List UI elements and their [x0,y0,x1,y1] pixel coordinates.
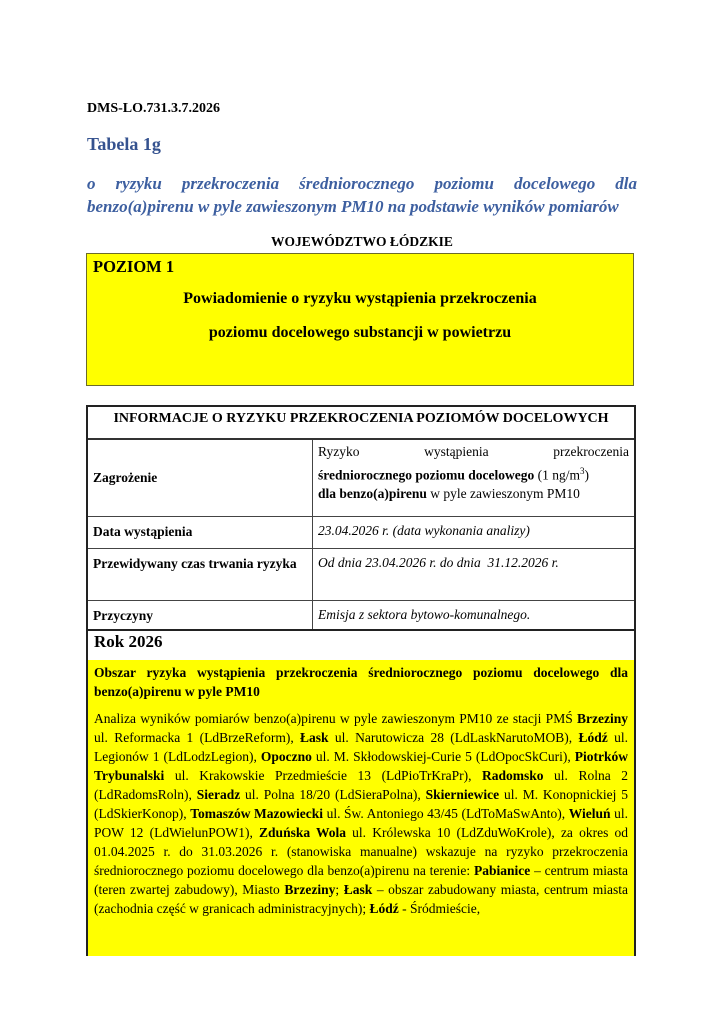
threat-text-bold-1: średniorocznego poziomu docelowego [318,467,535,482]
station-address: ul. Św. Antoniego 43/45 (LdToMaSwAnto), [323,806,569,821]
station-city: Łódź [578,730,608,745]
station-address: ul. M. Skłodowskiej-Curie 5 (LdOpocSkCuri), [311,749,575,764]
station-city: Radomsko [481,768,544,783]
threat-text-1: Ryzyko wystąpienia przekroczenia [318,444,629,459]
station-city: Brzeziny [577,711,628,726]
station-city: Tomaszów Mazowiecki [190,806,323,821]
subtitle-line-1: o ryzyku przekroczenia średniorocznego poziomu docelowego dla [87,174,637,193]
area-desc: - Śródmieście, [398,901,481,916]
year-section [86,629,636,1029]
threat-text-2: w pyle zawieszonym PM10 [426,485,580,501]
station-address: ul. M. Konopnickiej 5 (LdSkierKonop), [94,787,629,821]
analysis-period: za okres od 01.04.2025 r. do 31.03.2026 r. (stanowiska manualne) wskazuje na ryzyko przekroczenia średniorocznego poziomu docelowego dla benzo(a)pirenu na terenie: [94,825,628,878]
analysis-intro: Analiza wyników pomiarów benzo(a)pirenu w pyle zawieszonym PM10 ze stacji PMŚ [94,711,578,726]
table-subtitle [87,172,637,218]
station-address: ul. Rolna 2 (LdRadomsRoln), [94,768,628,802]
area-desc: ; [335,882,344,897]
table-title: Tabela 1g [87,134,161,154]
area-city: Pabianice [473,863,531,878]
station-city: Sieradz [196,787,241,802]
station-city: Wieluń [568,806,611,821]
row-label: Przyczyny [88,601,313,634]
station-city: Piotrków Trybunalski [94,749,628,783]
level-notice-box [86,253,634,386]
station-address: ul. Narutowicza 28 (LdLaskNarutoMOB), [328,730,579,745]
station-city: Skierniewice [425,787,500,802]
row-value [313,440,634,516]
risk-info-table [86,405,636,636]
notice-line-2: poziomu docelowego substancji w powietrzu [208,324,512,341]
area-desc: – centrum miasta (teren zwartej zabudowy), Miasto [94,863,628,897]
risk-area-title: Obszar ryzyka wystąpienia przekroczenia średniorocznego poziomu docelowego dla benzo(a)pirenu w pyle PM10 [94,665,628,699]
row-label: Zagrożenie [88,440,313,516]
area-desc: – obszar zabudowany miasta, centrum miasta (zachodnia część w granicach administracyjnych); [94,882,628,916]
year-label: Rok 2026 [88,631,634,660]
station-address: ul. Królewska 10 (LdZduWoKrole), [346,825,561,840]
threat-text-bold-2: dla benzo(a)pirenu [318,485,427,501]
station-address: ul. Legionów 1 (LdLodzLegion), [94,730,628,764]
area-city: Łódź [369,901,399,916]
row-label: Data wystąpienia [88,517,313,548]
area-city: Brzeziny [284,882,336,897]
station-address: ul. Polna 18/20 (LdSieraPolna), [240,787,426,802]
subtitle-line-2: benzo(a)pirenu w pyle zawieszonym PM10 na podstawie wyników pomiarów [87,197,619,216]
risk-area-body [88,660,634,957]
station-address: ul. POW 12 (LdWielunPOW1), [94,806,628,840]
station-city: Zduńska Wola [259,825,347,840]
row-value: 23.04.2026 r. (data wykonania analizy) [318,523,530,538]
page-bottom-margin [86,956,636,1036]
station-city: Opoczno [260,749,312,764]
row-value: Emisja z sektora bytowo-komunalnego. [318,607,531,622]
threat-text-close: ) [584,467,589,482]
threat-text-sup: 3 [579,465,585,476]
station-address: ul. Krakowskie Przedmieście 13 (LdPioTrKraPr), [164,768,482,783]
document-id: DMS-LO.731.3.7.2026 [87,101,220,116]
table-row-date [88,517,634,549]
level-label: POZIOM 1 [93,257,175,276]
area-city: Łask [343,882,373,897]
table-row-threat [88,440,634,517]
info-table-header: INFORMACJE O RYZYKU PRZEKROCZENIA POZIOMÓW DOCELOWYCH [88,407,634,440]
voivodeship-heading: WOJEWÓDZTWO ŁÓDZKIE [271,234,453,249]
row-label: Przewidywany czas trwania ryzyka [88,549,313,600]
row-value: Od dnia 23.04.2026 r. do dnia 31.12.2026 r. [318,555,559,570]
notice-line-1: Powiadomienie o ryzyku wystąpienia przekroczenia [183,290,537,307]
table-row-duration [88,549,634,601]
threat-text-unit: (1 ng/m [534,467,580,482]
analysis-text [94,709,628,918]
station-address: ul. Reformacka 1 (LdBrzeReform), [94,730,301,745]
station-city: Łask [300,730,329,745]
